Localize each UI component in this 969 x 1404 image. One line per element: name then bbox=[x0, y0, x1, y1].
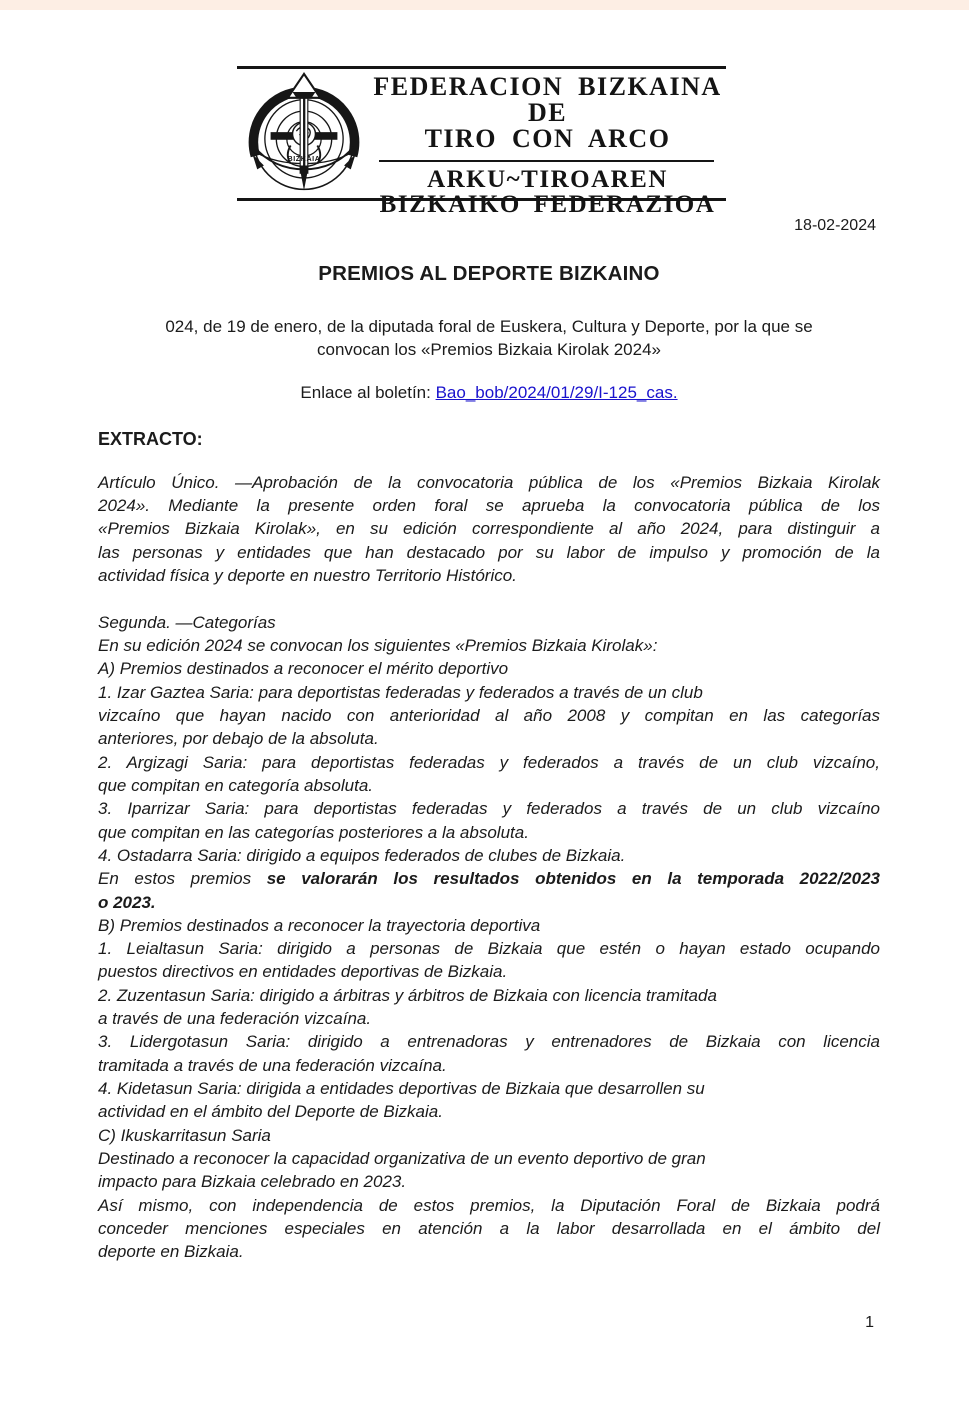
body-line: «Premios Bizkaia Kirolak», en su edición correspondiente al año 2024, para distinguir a bbox=[98, 519, 880, 539]
body-line: que compitan en las categorías posteriores a la absoluta. bbox=[98, 822, 529, 842]
org-name-es bbox=[369, 69, 726, 152]
body-line: o 2023. bbox=[98, 892, 156, 912]
body-line: Segunda. —Categorías bbox=[98, 612, 276, 632]
subtitle-line: convocan los «Premios Bizkaia Kirolak 2024» bbox=[317, 340, 661, 360]
body-line: B) Premios destinados a reconocer la trayectoria deportiva bbox=[98, 915, 541, 935]
body-line: conceder menciones especiales en atención a la labor desarrollada en el ámbito del bbox=[98, 1219, 880, 1239]
body-line: 2. Argizagi Saria: para deportistas federadas y federados a través de un club vizcaíno, bbox=[98, 752, 880, 772]
body-line: vizcaíno que hayan nacido con anterioridad al año 2008 y compitan en las categorías bbox=[98, 705, 880, 725]
extracto-heading: EXTRACTO: bbox=[98, 428, 203, 449]
body-line: C) Ikuskarritasun Saria bbox=[98, 1125, 271, 1145]
body-line: 4. Ostadarra Saria: dirigido a equipos federados de clubes de Bizkaia. bbox=[98, 845, 626, 865]
paragraph-gap bbox=[98, 587, 880, 610]
body-line: impacto para Bizkaia celebrado en 2023. bbox=[98, 1172, 407, 1192]
page-number: 1 bbox=[865, 1314, 874, 1331]
body-line: Así mismo, con independencia de estos premios, la Diputación Foral de Bizkaia podrá bbox=[98, 1195, 880, 1215]
body-line: En su edición 2024 se convocan los siguientes «Premios Bizkaia Kirolak»: bbox=[98, 635, 658, 655]
org-name-eu-line2: BIZKAIKO FEDERAZIOA bbox=[379, 191, 716, 218]
boletin-link[interactable]: Bao_bob/2024/01/29/I-125_cas. bbox=[435, 382, 678, 402]
subtitle-line: 024, de 19 de enero, de la diputada foral de Euskera, Cultura y Deporte, por la que se bbox=[165, 317, 813, 336]
body-line: Artículo Único. —Aprobación de la convocatoria pública de los «Premios Bizkaia Kirolak bbox=[98, 472, 880, 492]
org-name-eu-line1: ARKU~TIROAREN bbox=[427, 166, 668, 193]
body-line: que compitan en categoría absoluta. bbox=[98, 775, 374, 795]
federation-logo bbox=[237, 69, 369, 198]
body-line: A) Premios destinados a reconocer el mérito deportivo bbox=[98, 659, 509, 679]
body-line: 2024». Mediante la presente orden foral se aprueba la convocatoria pública de los bbox=[98, 495, 880, 515]
archery-target-arrow-icon bbox=[243, 72, 365, 198]
body-line: 1. Leialtasun Saria: dirigido a personas de Bizkaia que estén o hayan estado ocupando bbox=[98, 939, 880, 959]
body-line: 4. Kidetasun Saria: dirigida a entidades deportivas de Bizkaia que desarrollen su bbox=[98, 1079, 705, 1099]
body-line: tramitada a través de una federación vizcaína. bbox=[98, 1055, 447, 1075]
letterhead-names bbox=[369, 69, 726, 218]
document-content bbox=[98, 0, 880, 1264]
body-line: 3. Lidergotasun Saria: dirigido a entrenadoras y entrenadores de Bizkaia con licencia bbox=[98, 1032, 880, 1052]
org-name-es-line2: TIRO CON ARCO bbox=[424, 124, 671, 153]
body-line: Destinado a reconocer la capacidad organizativa de un evento deportivo de gran bbox=[98, 1149, 706, 1169]
body-line: anteriores, por debajo de la absoluta. bbox=[98, 729, 379, 749]
boletin-label: Enlace al boletín: bbox=[300, 382, 436, 402]
logo-label-text: BIZKAIA bbox=[287, 154, 321, 163]
body-line: actividad en el ámbito del Deporte de Bizkaia. bbox=[98, 1102, 443, 1122]
body-line: 3. Iparrizar Saria: para deportistas federadas y federados a través de un club vizcaíno bbox=[98, 799, 880, 819]
page-title: PREMIOS AL DEPORTE BIZKAINO bbox=[318, 262, 660, 285]
body-line: deporte en Bizkaia. bbox=[98, 1242, 244, 1262]
document-date: 18-02-2024 bbox=[794, 217, 876, 234]
letterhead-divider bbox=[379, 160, 714, 162]
org-name-es-line1: FEDERACION BIZKAINA DE bbox=[373, 72, 722, 127]
body-line: las personas y entidades que han destacado por su labor de impulso y promoción de la bbox=[98, 542, 880, 562]
subtitle bbox=[98, 315, 880, 362]
org-name-eu bbox=[369, 167, 726, 217]
body-line: a través de una federación vizcaína. bbox=[98, 1009, 372, 1029]
letterhead bbox=[237, 66, 726, 218]
body-line-bold: se valorarán los resultados obtenidos en la temporada 2022/2023 bbox=[266, 869, 880, 889]
body-line: actividad física y deporte en nuestro Territorio Histórico. bbox=[98, 565, 517, 585]
boletin-line bbox=[98, 383, 880, 403]
body-line-normal: En estos premios bbox=[98, 869, 267, 889]
body-text bbox=[98, 471, 880, 1264]
body-line: 1. Izar Gaztea Saria: para deportistas federadas y federados a través de un club bbox=[98, 682, 703, 702]
body-line: 2. Zuzentasun Saria: dirigido a árbitras y árbitros de Bizkaia con licencia tramitada bbox=[98, 985, 717, 1005]
body-line bbox=[98, 867, 880, 890]
body-line: puestos directivos en entidades deportivas de Bizkaia. bbox=[98, 962, 508, 982]
